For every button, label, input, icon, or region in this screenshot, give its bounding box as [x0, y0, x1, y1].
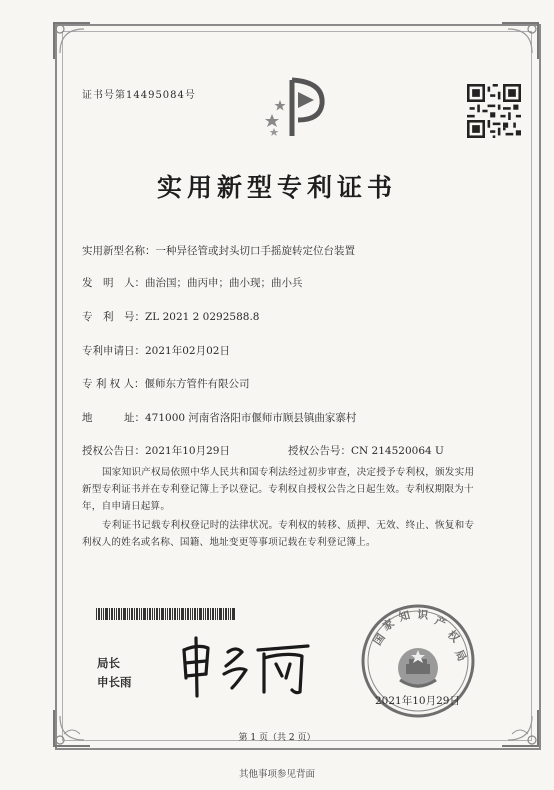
certificate-title: 实用新型专利证书 — [156, 173, 397, 202]
handwritten-signature-icon — [176, 630, 314, 700]
back-side-note: 其他事项参见背面 — [238, 769, 315, 780]
ornament-bottom-right-icon — [496, 704, 542, 750]
paragraph-grant-notice — [82, 464, 522, 515]
paragraph-2-line-1: 专利证书记载专利权登记时的法律状况。专利权的转移、质押、无效、终止、恢复和专 — [102, 520, 475, 531]
model-name-value: 一种异径管或封头切口手摇旋转定位台装置 — [155, 245, 355, 257]
paragraph-2-line-2: 利权人的姓名或名称、国籍、地址变更等事项记载在专利登记簿上。 — [82, 537, 376, 548]
svg-text:识: 识 — [416, 608, 429, 622]
field-model-name — [82, 243, 355, 258]
inventor-value: 曲治国；曲丙申；曲小现；曲小兵 — [145, 277, 303, 289]
paragraph-legal-status — [82, 517, 522, 551]
announce-date-label: 授权公告日： — [82, 445, 145, 457]
svg-text:知: 知 — [397, 608, 412, 624]
svg-text:局: 局 — [452, 647, 469, 664]
patent-number-label: 专 利 号： — [82, 311, 145, 323]
inventor-label: 发 明 人： — [82, 277, 145, 289]
paragraph-1-line-1: 国家知识产权局依照中华人民共和国专利法经过初步审查，决定授予专利权，颁发实用 — [102, 467, 475, 478]
paragraph-1-line-3: 年，自申请日起算。 — [82, 501, 171, 512]
filing-date-label: 专利申请日： — [82, 345, 145, 357]
announce-number-label: 授权公告号： — [288, 445, 351, 457]
field-patentee — [82, 376, 250, 391]
field-patent-number — [82, 309, 259, 324]
signatory-title: 局长 — [97, 656, 120, 670]
address-value: 471000 河南省洛阳市偃师市顾县镇曲家寨村 — [145, 412, 357, 424]
paragraph-1-line-2: 新型专利证书并在专利登记簿上予以登记。专利权自授权公告之日起生效。专利权期限为十 — [82, 484, 474, 495]
cnipa-emblem-icon — [262, 70, 332, 142]
seal-date: 2021年10月29日 — [375, 695, 460, 707]
ornament-bottom-left-icon — [50, 704, 96, 750]
patentee-label: 专 利 权 人： — [82, 378, 145, 390]
announce-number-value: CN 214520064 U — [351, 445, 444, 457]
svg-text:家: 家 — [380, 616, 397, 634]
address-label: 地 址： — [82, 412, 145, 424]
svg-text:权: 权 — [444, 627, 462, 645]
model-name-label: 实用新型名称： — [82, 245, 156, 257]
svg-text:产: 产 — [432, 613, 449, 631]
certificate-number: 证书号第14495084号 — [82, 90, 196, 101]
field-inventor — [82, 275, 303, 290]
signatory-name: 申长雨 — [97, 675, 132, 689]
field-announce-number — [288, 443, 444, 458]
barcode-strip-icon — [96, 608, 236, 620]
announce-date-value: 2021年10月29日 — [145, 445, 230, 457]
ornament-top-right-icon — [496, 19, 542, 65]
patentee-value: 偃师东方管件有限公司 — [144, 378, 250, 390]
field-announce-date — [82, 443, 230, 458]
page-number: 第 1 页（共 2 页） — [238, 733, 316, 743]
field-address — [82, 410, 356, 425]
qr-code-icon — [467, 84, 521, 138]
ornament-top-left-icon — [50, 19, 96, 65]
field-filing-date — [82, 343, 230, 358]
svg-text:国: 国 — [370, 631, 388, 648]
filing-date-value: 2021年02月02日 — [145, 345, 230, 357]
patent-number-value: ZL 2021 2 0292588.8 — [145, 311, 260, 323]
